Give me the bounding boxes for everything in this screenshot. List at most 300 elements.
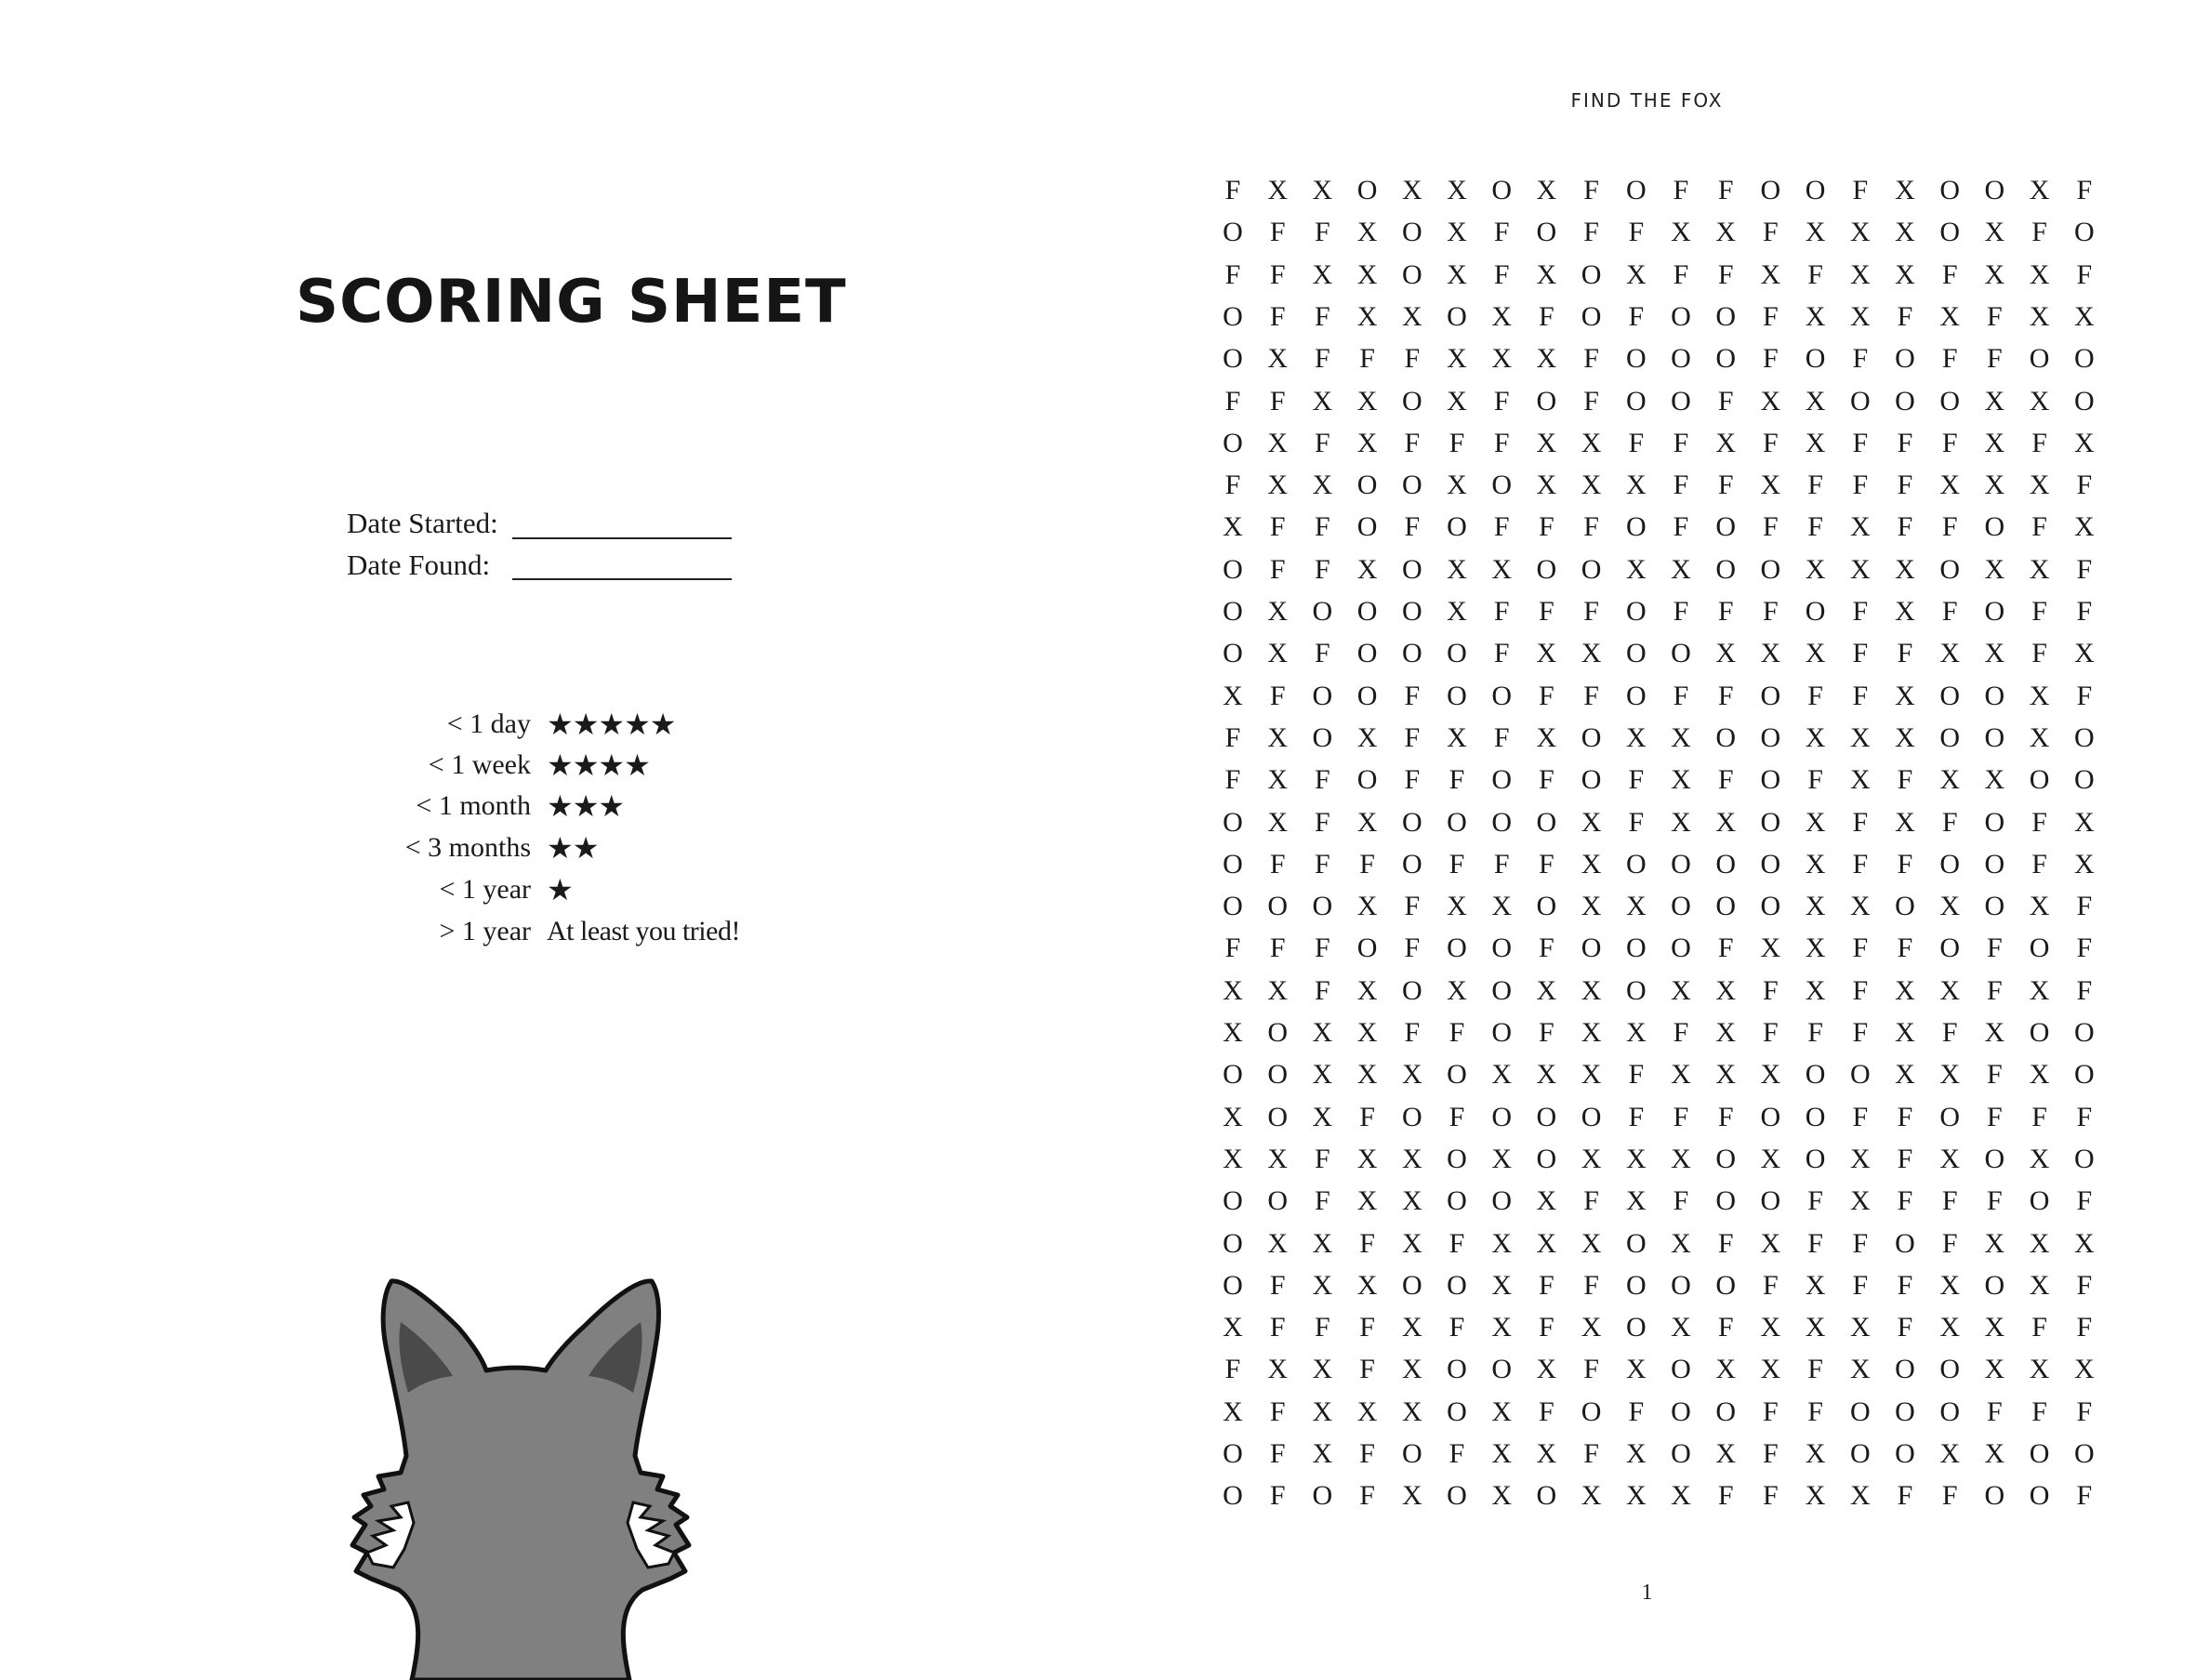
grid-letter[interactable]: O xyxy=(1581,764,1602,796)
grid-letter[interactable]: O xyxy=(1895,891,1915,922)
grid-letter[interactable]: F xyxy=(1404,343,1421,375)
grid-letter[interactable]: O xyxy=(1984,806,2005,838)
grid-letter[interactable]: X xyxy=(1312,1438,1333,1469)
grid-letter[interactable]: F xyxy=(1941,343,1958,375)
grid-letter[interactable]: F xyxy=(1269,258,1286,290)
grid-letter[interactable]: F xyxy=(1673,511,1689,543)
grid-letter[interactable]: O xyxy=(1760,175,1781,205)
grid-letter[interactable]: O xyxy=(1267,1185,1289,1217)
grid-letter[interactable]: X xyxy=(1491,1312,1513,1343)
grid-letter[interactable]: X xyxy=(1760,1059,1781,1091)
grid-letter[interactable]: F xyxy=(1673,175,1689,205)
grid-letter[interactable]: F xyxy=(1269,1438,1286,1469)
grid-letter[interactable]: F xyxy=(1449,1227,1465,1259)
grid-letter[interactable]: F xyxy=(1583,1269,1599,1301)
grid-letter[interactable]: O xyxy=(1356,596,1378,627)
grid-letter[interactable]: F xyxy=(1763,596,1779,627)
grid-letter[interactable]: X xyxy=(1805,1312,1826,1343)
grid-letter[interactable]: F xyxy=(1449,1101,1465,1132)
grid-letter[interactable]: O xyxy=(1401,806,1422,838)
grid-letter[interactable]: X xyxy=(1715,427,1737,458)
grid-letter[interactable]: X xyxy=(1805,638,1826,669)
grid-letter[interactable]: X xyxy=(1671,1480,1691,1512)
grid-letter[interactable]: O xyxy=(2073,1017,2095,1048)
grid-letter[interactable]: X xyxy=(1223,1312,1243,1343)
grid-letter[interactable]: O xyxy=(1312,596,1333,627)
grid-letter[interactable]: X xyxy=(1223,1143,1243,1174)
grid-letter[interactable]: X xyxy=(1401,1312,1422,1343)
date-found-field[interactable] xyxy=(512,578,732,580)
grid-letter[interactable]: F xyxy=(1897,1143,1913,1174)
grid-letter[interactable]: F xyxy=(1449,427,1465,458)
grid-letter[interactable]: X xyxy=(1760,1312,1781,1343)
grid-letter[interactable]: O xyxy=(2073,1143,2095,1174)
grid-letter[interactable]: F xyxy=(1224,933,1241,964)
grid-letter[interactable]: X xyxy=(1805,1269,1826,1301)
grid-letter[interactable]: X xyxy=(1939,1269,1961,1301)
grid-letter[interactable]: O xyxy=(1715,343,1737,375)
grid-letter[interactable]: O xyxy=(1312,721,1333,753)
grid-letter[interactable]: F xyxy=(1717,1227,1734,1259)
grid-letter[interactable]: O xyxy=(1447,1059,1467,1091)
grid-letter[interactable]: O xyxy=(1760,553,1781,585)
grid-letter[interactable]: O xyxy=(1267,1017,1289,1048)
grid-letter[interactable]: X xyxy=(1939,891,1961,922)
grid-letter[interactable]: F xyxy=(1269,553,1286,585)
grid-letter[interactable]: O xyxy=(1223,427,1243,458)
grid-letter[interactable]: F xyxy=(1941,1480,1958,1512)
grid-letter[interactable]: X xyxy=(1939,300,1961,332)
grid-letter[interactable]: F xyxy=(1987,933,2003,964)
grid-letter[interactable]: O xyxy=(2073,343,2095,375)
grid-letter[interactable]: F xyxy=(1852,1017,1869,1048)
grid-letter[interactable]: O xyxy=(1895,1227,1915,1259)
grid-letter[interactable]: O xyxy=(1267,1101,1289,1132)
grid-letter[interactable]: O xyxy=(1491,470,1513,501)
grid-letter[interactable]: F xyxy=(1897,1269,1913,1301)
grid-letter[interactable]: X xyxy=(1536,343,1557,375)
grid-letter[interactable]: X xyxy=(1895,258,1915,290)
grid-letter[interactable]: X xyxy=(1447,596,1467,627)
grid-letter[interactable]: O xyxy=(1805,1101,1826,1132)
grid-letter[interactable]: X xyxy=(1491,1438,1513,1469)
grid-letter[interactable]: O xyxy=(1671,1438,1691,1469)
grid-letter[interactable]: O xyxy=(2029,1017,2050,1048)
grid-letter[interactable]: X xyxy=(1356,1143,1378,1174)
grid-letter[interactable]: O xyxy=(1223,1480,1243,1512)
grid-letter[interactable]: X xyxy=(1267,1143,1289,1174)
grid-letter[interactable]: X xyxy=(1267,343,1289,375)
grid-letter[interactable]: O xyxy=(1401,848,1422,880)
grid-letter[interactable]: O xyxy=(1491,175,1513,205)
grid-letter[interactable]: O xyxy=(1401,385,1422,417)
grid-letter[interactable]: F xyxy=(1493,848,1510,880)
grid-letter[interactable]: O xyxy=(1984,175,2005,205)
grid-letter[interactable]: F xyxy=(1269,1312,1286,1343)
grid-letter[interactable]: O xyxy=(1401,1438,1422,1469)
grid-letter[interactable]: F xyxy=(1987,1059,2003,1091)
grid-letter[interactable]: F xyxy=(1315,638,1330,669)
grid-letter[interactable]: F xyxy=(1987,300,2003,332)
grid-letter[interactable]: O xyxy=(1356,933,1378,964)
grid-letter[interactable]: X xyxy=(1267,974,1289,1006)
grid-letter[interactable]: X xyxy=(1356,721,1378,753)
grid-letter[interactable]: X xyxy=(1267,638,1289,669)
grid-letter[interactable]: O xyxy=(1401,1101,1422,1132)
grid-letter[interactable]: X xyxy=(1356,385,1378,417)
grid-letter[interactable]: F xyxy=(2031,1312,2047,1343)
grid-letter[interactable]: F xyxy=(1539,1017,1554,1048)
grid-letter[interactable]: O xyxy=(1447,300,1467,332)
grid-letter[interactable]: X xyxy=(2029,553,2050,585)
grid-letter[interactable]: F xyxy=(1224,385,1241,417)
grid-letter[interactable]: O xyxy=(1939,1354,1961,1385)
grid-letter[interactable]: F xyxy=(1583,1438,1599,1469)
grid-letter[interactable]: F xyxy=(1763,217,1779,248)
grid-letter[interactable]: O xyxy=(1401,1269,1422,1301)
grid-letter[interactable]: F xyxy=(1539,300,1554,332)
grid-letter[interactable]: O xyxy=(1401,217,1422,248)
grid-letter[interactable]: F xyxy=(1673,680,1689,711)
grid-letter[interactable]: O xyxy=(1581,258,1602,290)
grid-letter[interactable]: X xyxy=(1939,1059,1961,1091)
grid-letter[interactable]: F xyxy=(1269,1396,1286,1427)
grid-letter[interactable]: X xyxy=(1715,1354,1737,1385)
grid-letter[interactable]: F xyxy=(2031,806,2047,838)
grid-letter[interactable]: X xyxy=(1671,1227,1691,1259)
grid-letter[interactable]: X xyxy=(1447,258,1467,290)
grid-letter[interactable]: F xyxy=(1628,217,1645,248)
grid-letter[interactable]: X xyxy=(1581,1059,1602,1091)
grid-letter[interactable]: X xyxy=(1356,427,1378,458)
grid-letter[interactable]: O xyxy=(1939,175,1961,205)
grid-letter[interactable]: F xyxy=(1628,806,1645,838)
grid-letter[interactable]: O xyxy=(2073,385,2095,417)
grid-letter[interactable]: X xyxy=(1939,1143,1961,1174)
grid-letter[interactable]: X xyxy=(1805,933,1826,964)
grid-letter[interactable]: F xyxy=(1493,217,1510,248)
grid-letter[interactable]: O xyxy=(1625,175,1647,205)
grid-letter[interactable]: F xyxy=(1807,1227,1823,1259)
grid-letter[interactable]: X xyxy=(2029,470,2050,501)
grid-letter[interactable]: O xyxy=(1671,1269,1691,1301)
grid-letter[interactable]: F xyxy=(1269,848,1286,880)
grid-letter[interactable]: F xyxy=(1717,933,1734,964)
grid-letter[interactable]: X xyxy=(1671,974,1691,1006)
grid-letter[interactable]: F xyxy=(1404,764,1421,796)
grid-letter[interactable]: F xyxy=(1404,511,1421,543)
grid-letter[interactable]: O xyxy=(2029,343,2050,375)
grid-letter[interactable]: O xyxy=(1491,806,1513,838)
grid-letter[interactable]: F xyxy=(1852,638,1869,669)
grid-letter[interactable]: F xyxy=(1583,511,1599,543)
grid-letter[interactable]: X xyxy=(1267,721,1289,753)
grid-letter[interactable]: F xyxy=(1852,974,1869,1006)
grid-letter[interactable]: X xyxy=(2029,175,2050,205)
grid-letter[interactable]: O xyxy=(1939,1101,1961,1132)
grid-letter[interactable]: F xyxy=(1807,470,1823,501)
grid-letter[interactable]: X xyxy=(1984,1017,2005,1048)
grid-letter[interactable]: F xyxy=(1807,1185,1823,1217)
grid-letter[interactable]: X xyxy=(2073,848,2095,880)
grid-letter[interactable]: X xyxy=(1401,1185,1422,1217)
grid-letter[interactable]: X xyxy=(2073,1354,2095,1385)
grid-letter[interactable]: O xyxy=(1895,385,1915,417)
grid-letter[interactable]: F xyxy=(1763,1017,1779,1048)
grid-letter[interactable]: X xyxy=(1805,1480,1826,1512)
grid-letter[interactable]: F xyxy=(1717,680,1734,711)
grid-letter[interactable]: F xyxy=(1852,1101,1869,1132)
grid-letter[interactable]: X xyxy=(1536,175,1557,205)
grid-letter[interactable]: X xyxy=(1895,553,1915,585)
grid-letter[interactable]: X xyxy=(1671,721,1691,753)
grid-letter[interactable]: F xyxy=(1941,258,1958,290)
grid-letter[interactable]: O xyxy=(1447,1480,1467,1512)
grid-letter[interactable]: X xyxy=(1760,638,1781,669)
grid-letter[interactable]: X xyxy=(1895,217,1915,248)
grid-letter[interactable]: X xyxy=(2073,511,2095,543)
grid-letter[interactable]: X xyxy=(2029,385,2050,417)
grid-letter[interactable]: X xyxy=(1625,258,1647,290)
grid-letter[interactable]: F xyxy=(2031,427,2047,458)
grid-letter[interactable]: X xyxy=(1491,1143,1513,1174)
grid-letter[interactable]: X xyxy=(1805,385,1826,417)
grid-letter[interactable]: O xyxy=(1984,511,2005,543)
grid-letter[interactable]: O xyxy=(1447,1269,1467,1301)
grid-letter[interactable]: F xyxy=(1269,680,1286,711)
grid-letter[interactable]: F xyxy=(1315,427,1330,458)
grid-letter[interactable]: O xyxy=(2073,1438,2095,1469)
grid-letter[interactable]: X xyxy=(1984,638,2005,669)
grid-letter[interactable]: F xyxy=(1269,1480,1286,1512)
grid-letter[interactable]: F xyxy=(2076,175,2093,205)
grid-letter[interactable]: F xyxy=(1359,1101,1375,1132)
grid-letter[interactable]: X xyxy=(1895,680,1915,711)
grid-letter[interactable]: F xyxy=(1987,1101,2003,1132)
grid-letter[interactable]: X xyxy=(1223,1017,1243,1048)
grid-letter[interactable]: F xyxy=(2031,596,2047,627)
grid-letter[interactable]: O xyxy=(1939,721,1961,753)
grid-letter[interactable]: O xyxy=(1984,891,2005,922)
grid-letter[interactable]: F xyxy=(2076,470,2093,501)
grid-letter[interactable]: O xyxy=(1984,1143,2005,1174)
grid-letter[interactable]: F xyxy=(1673,1017,1689,1048)
grid-letter[interactable]: O xyxy=(1939,217,1961,248)
grid-letter[interactable]: O xyxy=(2029,933,2050,964)
grid-letter[interactable]: F xyxy=(1673,427,1689,458)
grid-letter[interactable]: X xyxy=(1447,175,1467,205)
grid-letter[interactable]: O xyxy=(1581,300,1602,332)
grid-letter[interactable]: X xyxy=(1267,1227,1289,1259)
grid-letter[interactable]: X xyxy=(1939,764,1961,796)
grid-letter[interactable]: X xyxy=(1984,427,2005,458)
grid-letter[interactable]: O xyxy=(1625,933,1647,964)
grid-letter[interactable]: F xyxy=(1941,511,1958,543)
grid-letter[interactable]: F xyxy=(1359,1227,1375,1259)
grid-letter[interactable]: F xyxy=(1269,217,1286,248)
grid-letter[interactable]: O xyxy=(1491,1185,1513,1217)
grid-letter[interactable]: O xyxy=(1223,1269,1243,1301)
grid-letter[interactable]: F xyxy=(2031,1396,2047,1427)
grid-letter[interactable]: X xyxy=(1356,1185,1378,1217)
grid-letter[interactable]: F xyxy=(2031,848,2047,880)
grid-letter[interactable]: F xyxy=(1852,848,1869,880)
grid-letter[interactable]: F xyxy=(1987,1396,2003,1427)
grid-letter[interactable]: F xyxy=(1897,1312,1913,1343)
grid-letter[interactable]: O xyxy=(1356,511,1378,543)
grid-letter[interactable]: X xyxy=(1760,1227,1781,1259)
grid-letter[interactable]: O xyxy=(1447,933,1467,964)
grid-letter[interactable]: O xyxy=(1223,848,1243,880)
grid-letter[interactable]: O xyxy=(1625,1312,1647,1343)
grid-letter[interactable]: F xyxy=(1583,1354,1599,1385)
grid-letter[interactable]: F xyxy=(1315,1185,1330,1217)
grid-letter[interactable]: O xyxy=(2029,1480,2050,1512)
grid-letter[interactable]: X xyxy=(1849,258,1871,290)
grid-letter[interactable]: X xyxy=(1895,596,1915,627)
grid-letter[interactable]: F xyxy=(1539,1396,1554,1427)
grid-letter[interactable]: F xyxy=(1315,1143,1330,1174)
grid-letter[interactable]: X xyxy=(1895,175,1915,205)
grid-letter[interactable]: X xyxy=(1491,1269,1513,1301)
grid-letter[interactable]: X xyxy=(2029,1227,2050,1259)
grid-letter[interactable]: O xyxy=(1223,1185,1243,1217)
grid-letter[interactable]: X xyxy=(1356,1396,1378,1427)
grid-letter[interactable]: O xyxy=(1491,680,1513,711)
grid-letter[interactable]: O xyxy=(1715,511,1737,543)
grid-letter[interactable]: X xyxy=(1849,764,1871,796)
grid-letter[interactable]: F xyxy=(1315,848,1330,880)
grid-letter[interactable]: F xyxy=(1852,933,1869,964)
grid-letter[interactable]: O xyxy=(1760,1101,1781,1132)
grid-letter[interactable]: F xyxy=(1941,806,1958,838)
grid-letter[interactable]: X xyxy=(1312,1269,1333,1301)
grid-letter[interactable]: X xyxy=(2029,891,2050,922)
grid-letter[interactable]: X xyxy=(1849,217,1871,248)
grid-letter[interactable]: F xyxy=(1807,764,1823,796)
grid-letter[interactable]: X xyxy=(1581,891,1602,922)
grid-letter[interactable]: X xyxy=(1536,427,1557,458)
grid-letter[interactable]: F xyxy=(1583,175,1599,205)
grid-letter[interactable]: O xyxy=(1715,1269,1737,1301)
grid-letter[interactable]: X xyxy=(1671,1059,1691,1091)
grid-letter[interactable]: X xyxy=(1671,1312,1691,1343)
grid-letter[interactable]: F xyxy=(1493,721,1510,753)
grid-letter[interactable]: F xyxy=(1315,806,1330,838)
grid-letter[interactable]: X xyxy=(1491,1480,1513,1512)
grid-letter[interactable]: F xyxy=(1449,848,1465,880)
grid-letter[interactable]: O xyxy=(1223,891,1243,922)
grid-letter[interactable]: O xyxy=(1401,470,1422,501)
grid-letter[interactable]: X xyxy=(1895,974,1915,1006)
grid-letter[interactable]: X xyxy=(1491,1227,1513,1259)
grid-letter[interactable]: X xyxy=(1581,638,1602,669)
grid-letter[interactable]: F xyxy=(2076,596,2093,627)
grid-letter[interactable]: O xyxy=(1491,974,1513,1006)
grid-letter[interactable]: O xyxy=(1401,258,1422,290)
grid-letter[interactable]: X xyxy=(1536,1185,1557,1217)
grid-letter[interactable]: O xyxy=(1447,1354,1467,1385)
grid-letter[interactable]: O xyxy=(1760,806,1781,838)
grid-letter[interactable]: O xyxy=(1671,300,1691,332)
grid-letter[interactable]: X xyxy=(1715,217,1737,248)
grid-letter[interactable]: F xyxy=(1359,1354,1375,1385)
grid-letter[interactable]: O xyxy=(1849,1059,1871,1091)
grid-letter[interactable]: O xyxy=(1356,764,1378,796)
grid-letter[interactable]: X xyxy=(2029,1059,2050,1091)
grid-letter[interactable]: X xyxy=(2029,974,2050,1006)
grid-letter[interactable]: X xyxy=(1895,721,1915,753)
grid-letter[interactable]: F xyxy=(1897,427,1913,458)
grid-letter[interactable]: F xyxy=(1897,933,1913,964)
grid-letter[interactable]: X xyxy=(1536,1227,1557,1259)
grid-letter[interactable]: O xyxy=(1849,1438,1871,1469)
grid-letter[interactable]: O xyxy=(1805,343,1826,375)
grid-letter[interactable]: F xyxy=(1717,1101,1734,1132)
grid-letter[interactable]: F xyxy=(1315,764,1330,796)
grid-letter[interactable]: O xyxy=(1984,596,2005,627)
grid-letter[interactable]: F xyxy=(1763,1438,1779,1469)
grid-letter[interactable]: O xyxy=(1715,721,1737,753)
grid-letter[interactable]: O xyxy=(1895,1396,1915,1427)
grid-letter[interactable]: F xyxy=(1493,638,1510,669)
date-started-field[interactable] xyxy=(512,537,732,539)
grid-letter[interactable]: F xyxy=(1493,385,1510,417)
grid-letter[interactable]: F xyxy=(1852,1269,1869,1301)
grid-letter[interactable]: X xyxy=(1805,427,1826,458)
grid-letter[interactable]: O xyxy=(1671,933,1691,964)
grid-letter[interactable]: X xyxy=(1267,1354,1289,1385)
grid-letter[interactable]: X xyxy=(1536,1354,1557,1385)
grid-letter[interactable]: X xyxy=(1312,1017,1333,1048)
grid-letter[interactable]: X xyxy=(1715,1438,1737,1469)
grid-letter[interactable]: F xyxy=(1852,1227,1869,1259)
grid-letter[interactable]: O xyxy=(1491,933,1513,964)
grid-letter[interactable]: O xyxy=(1760,848,1781,880)
grid-letter[interactable]: F xyxy=(1763,974,1779,1006)
grid-letter[interactable]: X xyxy=(1715,974,1737,1006)
grid-letter[interactable]: F xyxy=(1315,933,1330,964)
grid-letter[interactable]: O xyxy=(1671,385,1691,417)
grid-letter[interactable]: O xyxy=(1223,553,1243,585)
grid-letter[interactable]: X xyxy=(1805,1438,1826,1469)
grid-letter[interactable]: X xyxy=(1312,1354,1333,1385)
grid-letter[interactable]: F xyxy=(1315,300,1330,332)
grid-letter[interactable]: O xyxy=(1849,385,1871,417)
grid-letter[interactable]: X xyxy=(2073,1227,2095,1259)
grid-letter[interactable]: X xyxy=(1805,891,1826,922)
grid-letter[interactable]: O xyxy=(1984,1480,2005,1512)
grid-letter[interactable]: F xyxy=(1807,258,1823,290)
grid-letter[interactable]: X xyxy=(2029,721,2050,753)
grid-letter[interactable]: X xyxy=(1447,385,1467,417)
grid-letter[interactable]: F xyxy=(1717,596,1734,627)
grid-letter[interactable]: F xyxy=(2031,638,2047,669)
grid-letter[interactable]: X xyxy=(1671,553,1691,585)
grid-letter[interactable]: X xyxy=(1581,470,1602,501)
grid-letter[interactable]: X xyxy=(1536,974,1557,1006)
grid-letter[interactable]: F xyxy=(1673,470,1689,501)
grid-letter[interactable]: X xyxy=(1939,1438,1961,1469)
grid-letter[interactable]: X xyxy=(1356,891,1378,922)
grid-letter[interactable]: F xyxy=(1224,764,1241,796)
grid-letter[interactable]: F xyxy=(1583,217,1599,248)
grid-letter[interactable]: O xyxy=(1715,1185,1737,1217)
grid-letter[interactable]: F xyxy=(1539,511,1554,543)
grid-letter[interactable]: O xyxy=(1625,680,1647,711)
grid-letter[interactable]: X xyxy=(1984,385,2005,417)
grid-letter[interactable]: X xyxy=(1312,1101,1333,1132)
